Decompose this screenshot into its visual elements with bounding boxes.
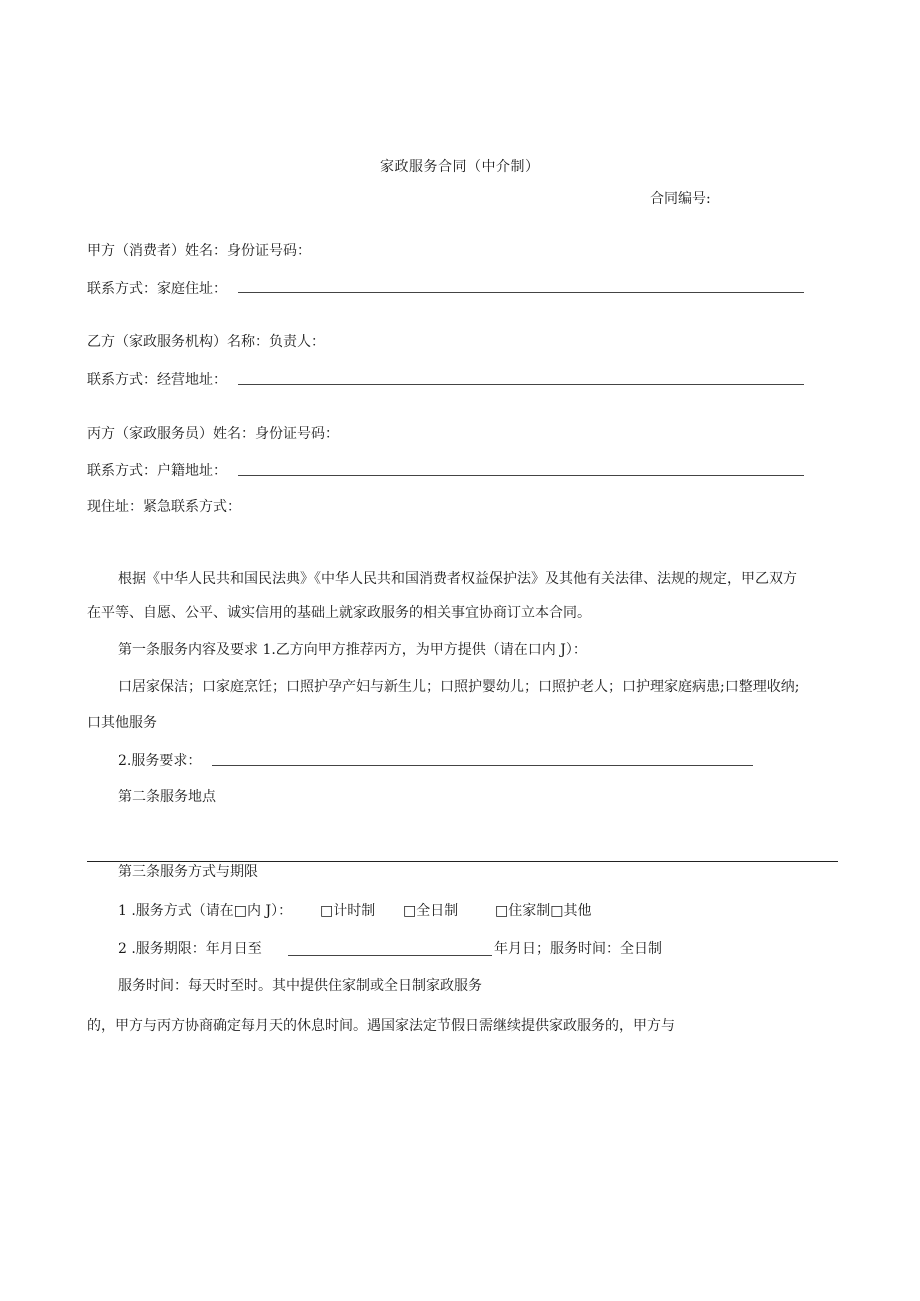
article-2-heading: 第二条服务地点 — [118, 789, 216, 805]
service-mode-label: 1 .服务方式（请在□内 J）： — [118, 903, 293, 919]
party-b-address-underline — [238, 384, 804, 385]
party-a-contact-address: 联系方式：家庭住址： — [87, 281, 227, 297]
party-c-current-address: 现住址：紧急联系方式： — [87, 499, 241, 515]
section-divider — [87, 861, 838, 862]
service-mode-option-hourly: □计时制 — [320, 903, 376, 919]
service-requirement-underline — [212, 765, 753, 766]
service-requirement-label: 2.服务要求： — [118, 753, 202, 769]
party-b-name-principal: 乙方（家政服务机构）名称：负责人： — [87, 334, 325, 350]
service-term-end: 年月日；服务时间：全日制 — [494, 941, 662, 957]
preamble-line-1: 根据《中华人民共和国民法典》《中华人民共和国消费者权益保护法》及其他有关法律、法规的规定，甲乙双方 — [118, 571, 797, 587]
service-term-underline — [288, 955, 492, 956]
party-b-contact-address: 联系方式：经营地址： — [87, 372, 227, 388]
party-c-name-id: 丙方（家政服务员）姓名：身份证号码： — [87, 426, 339, 442]
rest-days-line: 的，甲方与丙方协商确定每月天的休息时间。遇国家法定节假日需继续提供家政服务的，甲方与 — [87, 1018, 675, 1034]
party-c-contact-address: 联系方式：户籍地址： — [87, 463, 227, 479]
article-1-options-line-1: 口居家保洁；口家庭烹饪；口照护孕产妇与新生儿；口照护婴幼儿；口照护老人；口护理家庭病患;口整理收纳; — [118, 679, 800, 695]
service-mode-option-livein-other: □住家制□其他 — [495, 903, 592, 919]
service-hours-line: 服务时间：每天时至时。其中提供住家制或全日制家政服务 — [118, 978, 482, 994]
party-a-address-underline — [238, 292, 804, 293]
party-a-name-id: 甲方（消费者）姓名：身份证号码： — [87, 243, 311, 259]
preamble-line-2: 在平等、自愿、公平、诚实信用的基础上就家政服务的相关事宜协商订立本合同。 — [87, 605, 591, 621]
service-mode-option-fullday: □全日制 — [403, 903, 459, 919]
party-c-address-underline — [238, 475, 804, 476]
article-1-options-line-2: 口其他服务 — [87, 715, 157, 731]
document-title: 家政服务合同（中介制） — [380, 159, 540, 175]
article-3-heading: 第三条服务方式与期限 — [118, 864, 258, 880]
article-1-heading: 第一条服务内容及要求 1.乙方向甲方推荐丙方，为甲方提供（请在口内 J）： — [118, 642, 587, 658]
contract-number-label: 合同编号: — [650, 191, 711, 207]
service-term-label: 2 .服务期限：年月日至 — [118, 941, 262, 957]
